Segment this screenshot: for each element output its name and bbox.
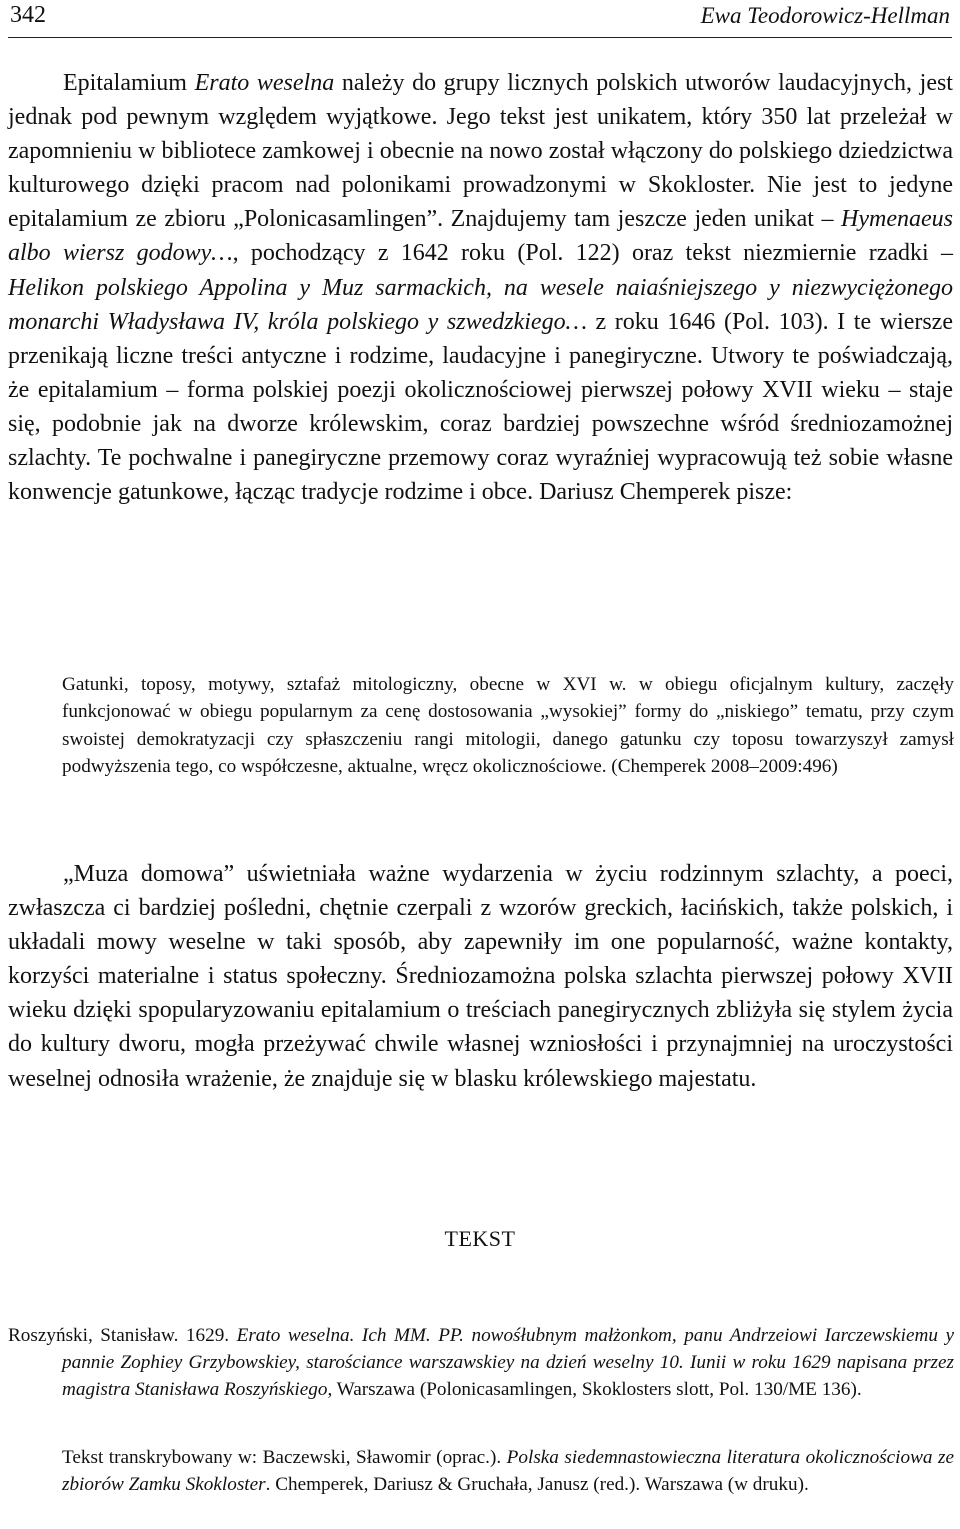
ref-title: Erato weselna. Ich MM. PP. nowośłubnym małżonkom, panu Andrzeiowi Iarczewskiemu y pannie Zophiey Grzybowskiey, starościance warszawskiey na dzień weselny 10. Iunii w roku 1629 napisana przez magistra Stanisława Roszyńskiego (62, 1325, 954, 1400)
bibliography-reference (8, 1322, 954, 1403)
p1-title-erato: Erato weselna (194, 70, 335, 96)
p1-title-helikon: Helikon polskiego Appolina y Muz sarmackich, na wesele naiaśniejszego y niezwyciężonego monarchi Władysława IV, króla polskiego y szwedzkiego… (8, 274, 953, 335)
paragraph-epitalamium (8, 66, 953, 509)
block-quote-chemperek: Gatunki, toposy, motywy, sztafaż mitologiczny, obecne w XVI w. w obiegu oficjalnym kultury, zaczęły funkcjonować w obiegu popularnym za cenę dostosowania „wysokiej” formy do „niskiego” tematu, przy czym swoistej demokratyzacji czy spłaszczeniu rangi mitologii, danego gatunku czy toposu towarzyszył zamysł podwyższenia tego, co współczesne, aktualne, wręcz okolicznościowe. (Chemperek 2008–2009:496) (62, 674, 954, 778)
running-head: Ewa Teodorowicz-Hellman (700, 3, 950, 28)
note-title: Polska siedemnastowieczna literatura okolicznościowa ze zbiorów Zamku Skokloster (62, 1447, 954, 1495)
p1-text-b: należy do grupy licznych polskich utworów laudacyjnych, jest jednak pod pewnym względem wyjątkowe. Jego tekst jest unikatem, który 350 lat przeleżał w zapomnieniu w bibliotece zamkowej i obecnie na nowo został włączony do polskiego dziedzictwa kulturowego dzięki pracom nad polonikami prowadzonymi w Skokloster. Nie jest to jedyne epitalamium ze zbioru „Polonicasamlingen”. Znajdujemy tam jeszcze jeden unikat – (8, 70, 953, 233)
page-header (8, 0, 952, 38)
ref-publication: , Warszawa (Polonicasamlingen, Skoklosters slott, Pol. 130/ME 136). (327, 1379, 862, 1400)
p1-title-hymenaeus: Hymenaeus albo wiersz godowy… (8, 206, 953, 267)
note-text-a: Tekst transkrybowany w: Baczewski, Sławomir (oprac.). (62, 1447, 507, 1468)
paragraph-muza-domowa: „Muza domowa” uświetniała ważne wydarzenia w życiu rodzinnym szlachty, a poeci, zwłaszcza ci bardziej pośledni, chętnie czerpali z wzorów greckich, łacińskich, także polskich, i układali mowy weselne w taki sposób, aby zapewniły im one popularność, ważne kontakty, korzyści materialne i status społeczny. Średniozamożna polska szlachta pierwszej połowy XVII wieku dzięki spopularyzowaniu epitalamium o treściach panegirycznych zbliżyła się stylem życia do kultury dworu, mogła przeżywać chwile własnej wzniosłości i przynajmniej na uroczystości weselnej odnosiła wrażenie, że znajduje się w blasku królewskiego majestatu. (8, 861, 953, 1092)
section-title: TEKST (444, 1226, 516, 1251)
p1-text-a: Epitalamium (63, 70, 195, 96)
p1-text-d: z roku 1646 (Pol. 103). I te wiersze przenikają liczne treści antyczne i rodzime, laudacyjne i panegiryczne. Utwory te poświadczają, że epitalamium – forma polskiej poezji okolicznościowej pierwszej połowy XVII wieku – staje się, podobnie jak na dworze królewskim, coraz bardziej powszechne wśród średniozamożnej szlachty. Te pochwalne i panegiryczne przemowy coraz wyraźniej wypracowują też sobie własne konwencje gatunkowe, łącząc tradycje rodzime i obce. Dariusz Chemperek pisze: (8, 308, 953, 506)
note-text-b: . Chemperek, Dariusz & Gruchała, Janusz (red.). Warszawa (w druku). (265, 1474, 809, 1495)
p1-text-c: , pochodzący z 1642 roku (Pol. 122) oraz tekst niezmiernie rzadki – (232, 240, 953, 267)
page-number: 342 (10, 2, 46, 28)
ref-author-year: Roszyński, Stanisław. 1629. (8, 1325, 237, 1346)
transcription-note (62, 1444, 954, 1498)
